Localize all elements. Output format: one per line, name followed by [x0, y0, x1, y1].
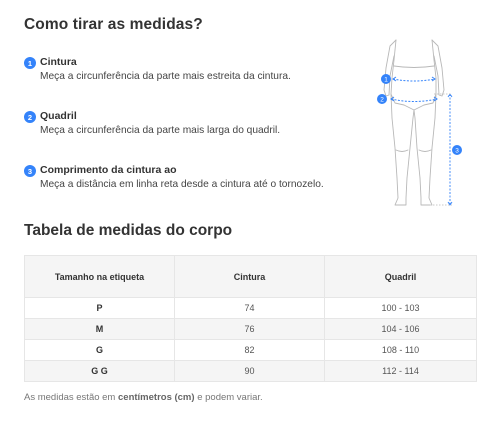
size-table — [24, 255, 477, 382]
marker-2 — [377, 94, 387, 104]
marker-1-label: 1 — [384, 76, 388, 84]
hip-cell: 112 - 114 — [325, 361, 477, 382]
hip-measure-line — [391, 97, 437, 102]
waist-cell: 90 — [175, 361, 325, 382]
note-prefix: As medidas estão em — [24, 392, 118, 403]
waist-cell: 82 — [175, 340, 325, 361]
header-waist: Cintura — [175, 256, 325, 298]
note-emphasis: centímetros (cm) — [118, 392, 195, 403]
table-row — [25, 340, 477, 361]
marker-3-label: 3 — [455, 147, 459, 155]
step-description: Meça a circunferência da parte mais estreita da cintura. — [40, 71, 291, 82]
length-measure-line — [430, 94, 452, 205]
page-title: Como tirar as medidas? — [24, 16, 203, 33]
step-number-badge: 2 — [24, 111, 36, 123]
step-number-badge: 3 — [24, 165, 36, 177]
step-title: Cintura — [40, 56, 77, 68]
step-number-badge: 1 — [24, 57, 36, 69]
hip-cell: 100 - 103 — [325, 298, 477, 319]
size-table-title: Tabela de medidas do corpo — [24, 222, 233, 239]
table-row — [25, 298, 477, 319]
header-hip: Quadril — [325, 256, 477, 298]
measurement-note — [24, 392, 263, 403]
step-description: Meça a circunferência da parte mais larga do quadril. — [40, 125, 281, 136]
hip-cell: 108 - 110 — [325, 340, 477, 361]
note-suffix: e podem variar. — [194, 392, 263, 403]
header-size-label: Tamanho na etiqueta — [25, 256, 175, 298]
step-description: Meça a distância em linha reta desde a cintura até o tornozelo. — [40, 179, 324, 190]
table-row — [25, 319, 477, 340]
size-cell: M — [25, 319, 175, 340]
table-header-row — [25, 256, 477, 298]
step-title: Comprimento da cintura ao — [40, 164, 177, 176]
step-title: Quadril — [40, 110, 77, 122]
size-cell: G G — [25, 361, 175, 382]
waist-cell: 74 — [175, 298, 325, 319]
table-row — [25, 361, 477, 382]
body-measurement-illustration — [370, 38, 480, 213]
size-cell: P — [25, 298, 175, 319]
marker-3 — [452, 145, 462, 155]
marker-2-label: 2 — [380, 96, 384, 104]
hip-cell: 104 - 106 — [325, 319, 477, 340]
body-outline — [384, 40, 444, 205]
size-cell: G — [25, 340, 175, 361]
waist-measure-line — [393, 77, 435, 81]
waist-cell: 76 — [175, 319, 325, 340]
marker-1 — [381, 74, 391, 84]
